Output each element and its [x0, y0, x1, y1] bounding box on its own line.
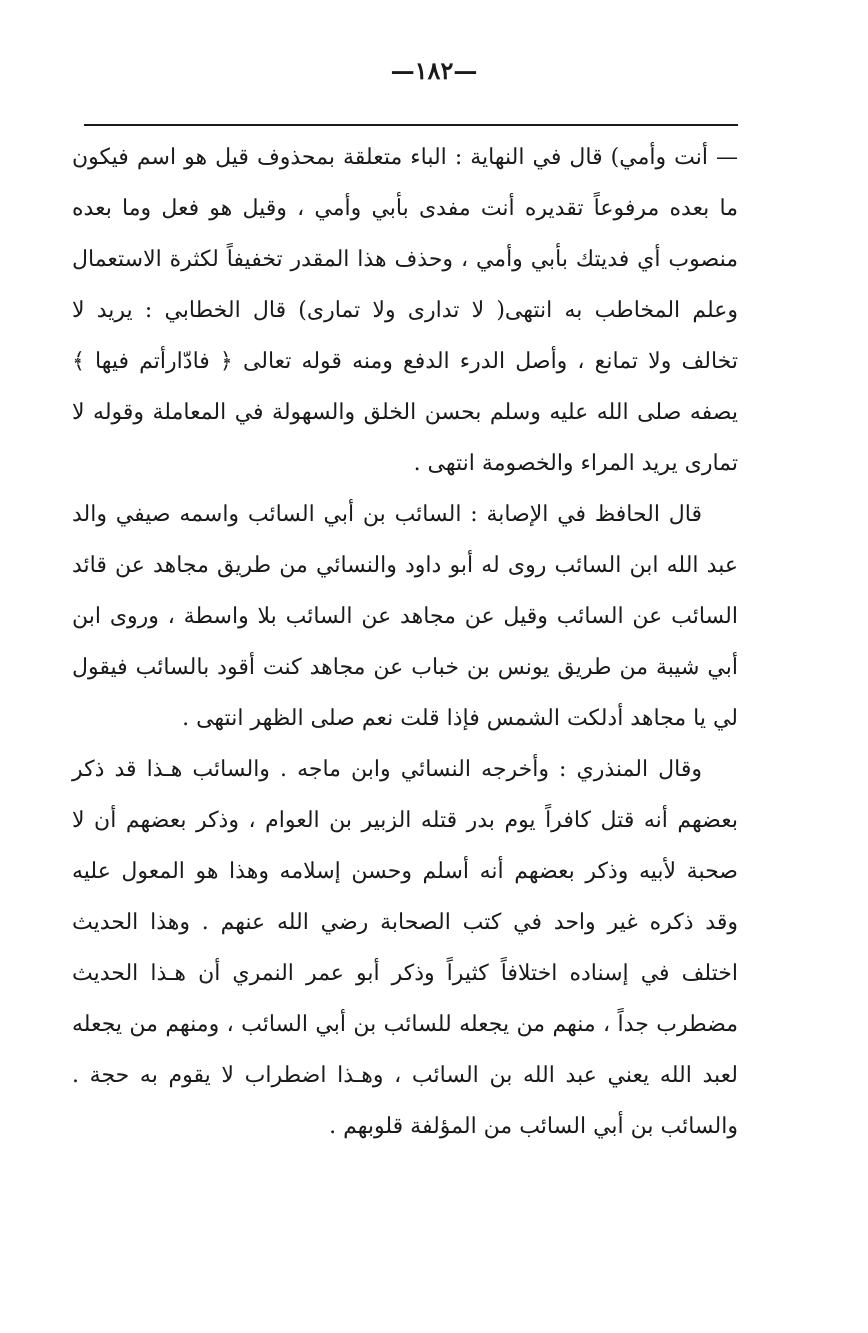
page-number: —١٨٢— [390, 56, 478, 85]
page-body [72, 132, 738, 1152]
paragraph-isaba: قال الحافظ في الإصابة : السائب بن أبي السائب واسمه صيفي والد عبد الله ابن السائب روى له أبو داود والنسائي من طريق مجاهد عن قائد السائب عن السائب وقيل عن مجاهد عن السائب بلا واسطة ، وروى ابن أبي شيبة من طريق يونس بن خباب عن مجاهد كنت أقود بالسائب فيقول لي يا مجاهد أدلكت الشمس فإذا قلت نعم صلى الظهر انتهى . [72, 502, 738, 731]
paragraph-mundhiri: وقال المنذري : وأخرجه النسائي وابن ماجه . والسائب هـذا قد ذكر بعضهم أنه قتل كافراً يوم بدر قتله الزبير بن العوام ، وذكر بعضهم أن لا صحبة لأبيه وذكر بعضهم أنه أسلم وحسن إسلامه وهذا هو المعول عليه وقد ذكره غير واحد في كتب الصحابة رضي الله عنهم . وهذا الحديث اختلف في إسناده اختلافاً كثيراً وذكر أبو عمر النمري أن هـذا الحديث مضطرب جداً ، منهم من يجعله للسائب بن أبي السائب ، ومنهم من يجعله لعبد الله يعني عبد الله بن السائب ، وهـذا اضطراب لا يقوم به حجة . والسائب بن أبي السائب من المؤلفة قلوبهم . [72, 757, 738, 1139]
paragraph-gloss: — أنت وأمي) قال في النهاية : الباء متعلقة بمحذوف قيل هو اسم فيكون ما بعده مرفوعاً تقديره أنت مفدى بأبي وأمي ، وقيل هو فعل وما بعده منصوب أي فديتك بأبي وأمي ، وحذف هذا المقدر تخفيفاً لكثرة الاستعمال وعلم المخاطب به انتهى( لا تدارى ولا تمارى) قال الخطابي : يريد لا تخالف ولا تمانع ، وأصل الدرء الدفع ومنه قوله تعالى ﴿ فادّارأتم فيها ﴾ يصفه صلى الله عليه وسلم بحسن الخلق والسهولة في المعاملة وقوله لا تمارى يريد المراء والخصومة انتهى . [72, 145, 739, 476]
header-rule [84, 124, 738, 126]
